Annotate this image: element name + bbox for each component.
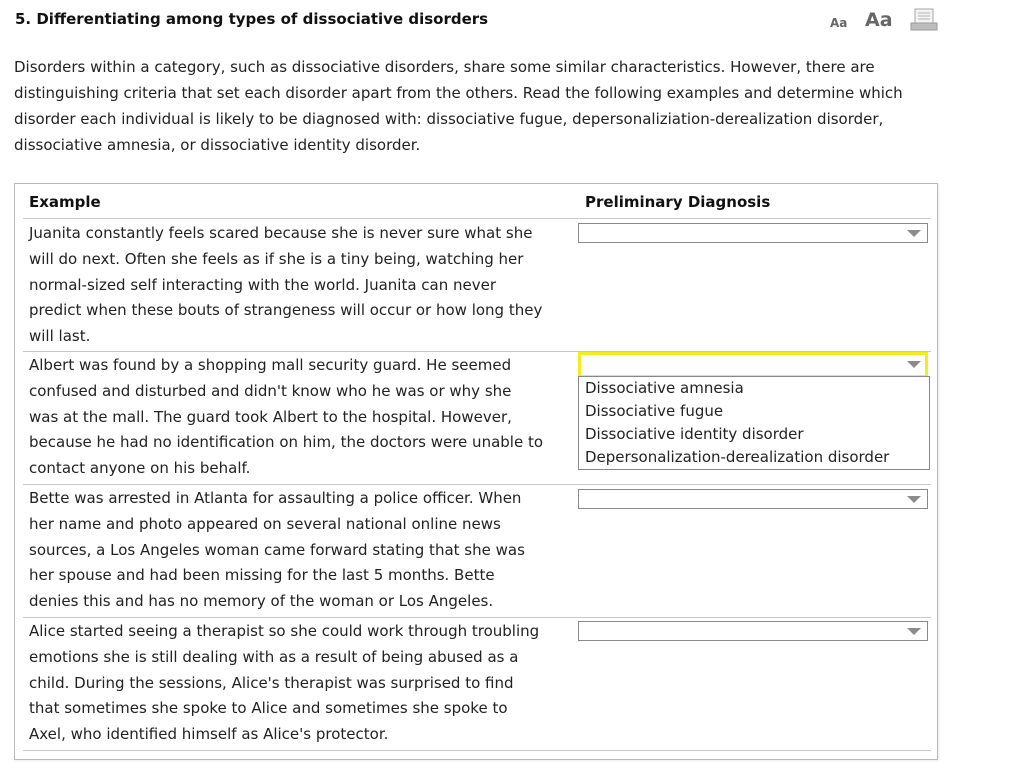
- example-line: will do next. Often she feels as if she is a tiny being, watching her: [29, 249, 524, 268]
- print-icon[interactable]: [910, 8, 938, 32]
- example-line: will last.: [29, 327, 91, 346]
- example-line: predict when these bouts of strangeness will occur or how long they: [29, 301, 543, 320]
- example-alice: [29, 619, 569, 748]
- example-albert: [29, 353, 569, 482]
- example-line: that sometimes she spoke to Alice and sometimes she spoke to: [29, 699, 508, 718]
- question-title: 5. Differentiating among types of dissociative disorders: [15, 10, 489, 28]
- example-line: Axel, who identified himself as Alice's protector.: [29, 725, 389, 744]
- example-line: normal-sized self interacting with the world. Juanita can never: [29, 275, 497, 294]
- example-line: her spouse and had been missing for the last 5 months. Bette: [29, 566, 495, 585]
- example-column-header: Example: [29, 193, 101, 211]
- example-line: contact anyone on his behalf.: [29, 459, 251, 478]
- dropdown-option-depersonalization-derealization[interactable]: Depersonalization-derealization disorder: [585, 448, 890, 466]
- example-line: because he had no identification on him, the doctors were unable to: [29, 433, 544, 452]
- row-divider: [23, 617, 931, 618]
- chevron-down-icon: [907, 230, 921, 237]
- example-line: her name and photo appeared on several national online news: [29, 514, 501, 533]
- text-size-large-button[interactable]: Aa: [865, 9, 893, 31]
- chevron-down-icon: [907, 361, 921, 368]
- example-line: confused and disturbed and didn't know who he was or why she: [29, 381, 512, 400]
- example-line: denies this and has no memory of the woman or Los Angeles.: [29, 592, 494, 611]
- example-line: emotions she is still dealing with as a result of being abused as a: [29, 647, 519, 666]
- text-size-small-button[interactable]: Aa: [830, 16, 848, 30]
- row-divider: [23, 750, 931, 751]
- intro-line: Disorders within a category, such as dissociative disorders, share some similar characteristics. However, there are: [14, 58, 875, 76]
- diagnosis-column-header: Preliminary Diagnosis: [585, 193, 771, 211]
- chevron-down-icon: [907, 496, 921, 503]
- example-line: Albert was found by a shopping mall security guard. He seemed: [29, 356, 512, 374]
- intro-line: disorder each individual is likely to be diagnosed with: dissociative fugue, depersonaliziation-derealization disorder,: [14, 110, 884, 128]
- header-divider: [23, 218, 931, 219]
- example-line: Juanita constantly feels scared because she is never sure what she: [29, 224, 533, 242]
- diagnosis-select-bette[interactable]: [578, 489, 928, 509]
- example-line: Alice started seeing a therapist so she could work through troubling: [29, 622, 540, 640]
- example-line: was at the mall. The guard took Albert to the hospital. However,: [29, 407, 512, 426]
- diagnosis-select-albert[interactable]: [578, 352, 928, 378]
- intro-line: dissociative amnesia, or dissociative identity disorder.: [14, 136, 421, 154]
- diagnosis-select-alice[interactable]: [578, 621, 928, 641]
- chevron-down-icon: [907, 628, 921, 635]
- diagnosis-select-juanita[interactable]: [578, 223, 928, 243]
- example-line: Bette was arrested in Atlanta for assaulting a police officer. When: [29, 489, 522, 507]
- intro-line: distinguishing criteria that set each disorder apart from the others. Read the following examples and determine which: [14, 84, 903, 102]
- example-line: child. During the sessions, Alice's therapist was surprised to find: [29, 673, 514, 692]
- dropdown-option-dissociative-amnesia[interactable]: Dissociative amnesia: [585, 379, 744, 397]
- diagnosis-dropdown-list[interactable]: [578, 376, 930, 470]
- dropdown-option-dissociative-fugue[interactable]: Dissociative fugue: [585, 402, 724, 420]
- example-line: sources, a Los Angeles woman came forward stating that she was: [29, 540, 525, 559]
- question-intro: [14, 54, 944, 158]
- example-bette: [29, 486, 569, 615]
- diagnosis-table: [14, 183, 938, 760]
- example-juanita: [29, 221, 569, 350]
- dropdown-option-dissociative-identity-disorder[interactable]: Dissociative identity disorder: [585, 425, 804, 443]
- row-divider: [23, 484, 931, 485]
